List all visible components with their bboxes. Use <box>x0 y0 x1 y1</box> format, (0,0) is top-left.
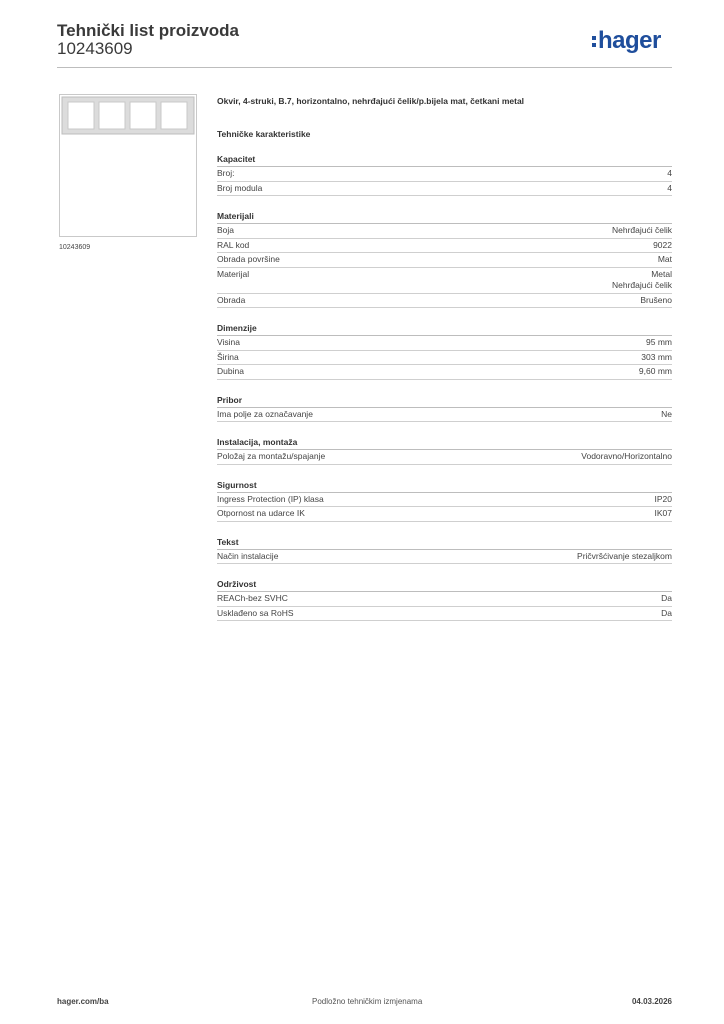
section-title: Dimenzije <box>217 322 672 336</box>
footer-website[interactable]: hager.com/ba <box>57 997 109 1006</box>
header-rule <box>57 67 672 68</box>
spec-row <box>217 607 672 622</box>
spec-row <box>217 224 672 239</box>
section-title: Tekst <box>217 536 672 550</box>
spec-sections <box>217 153 672 621</box>
spec-label: RAL kod <box>217 239 250 250</box>
section-spacer <box>217 522 672 532</box>
spec-label: Ima polje za označavanje <box>217 408 313 419</box>
spec-value: Nehrđajući čelik <box>612 225 672 235</box>
spec-row <box>217 268 672 294</box>
spec-row <box>217 507 672 522</box>
spec-section <box>217 394 672 423</box>
product-image-caption: 10243609 <box>59 244 91 251</box>
spec-label: Dubina <box>217 366 244 376</box>
spec-row <box>217 294 672 309</box>
spec-value: Brušeno <box>640 294 672 305</box>
product-description: Okvir, 4-struki, B.7, horizontalno, nehrđajući čelik/p.bijela mat, četkani metal <box>217 96 525 106</box>
section-spacer <box>217 465 672 475</box>
spec-row <box>217 253 672 268</box>
section-title: Instalacija, montaža <box>217 436 672 450</box>
spec-value: 4 <box>667 182 672 193</box>
logo-text: hager <box>598 27 661 54</box>
spec-row <box>217 450 672 465</box>
spec-label: Materijal <box>217 268 250 279</box>
header-product-code: 10243609 <box>57 39 133 58</box>
spec-value: IP20 <box>654 493 672 504</box>
frame-4-gang-image <box>60 95 196 236</box>
spec-row <box>217 182 672 197</box>
spec-row <box>217 550 672 565</box>
spec-row <box>217 365 672 380</box>
section-title: Materijali <box>217 210 672 224</box>
spec-label: Broj modula <box>217 182 263 193</box>
spec-section <box>217 479 672 522</box>
spec-label: Broj: <box>217 168 235 178</box>
footer-date: 04.03.2026 <box>631 997 672 1006</box>
header-title: Tehnički list proizvoda <box>57 21 239 40</box>
section-spacer <box>217 196 672 206</box>
spec-row <box>217 239 672 254</box>
spec-row <box>217 167 672 182</box>
spec-label: Obrada površine <box>217 254 280 264</box>
section-spacer <box>217 380 672 390</box>
section-title: Pribor <box>217 394 672 408</box>
spec-label: Položaj za montažu/spajanje <box>217 451 326 461</box>
spec-label: Ingress Protection (IP) klasa <box>217 493 324 504</box>
spec-label: Obrada <box>217 294 246 305</box>
spec-section <box>217 436 672 465</box>
spec-value: Da <box>661 593 672 603</box>
spec-section <box>217 153 672 196</box>
spec-value: IK07 <box>654 508 672 518</box>
logo-dots-icon <box>592 36 596 47</box>
section-title: Kapacitet <box>217 153 672 167</box>
hager-logo <box>592 28 661 54</box>
section-spacer <box>217 564 672 574</box>
spec-value: Metal Nehrđajući čelik <box>612 268 672 290</box>
section-title: Održivost <box>217 578 672 592</box>
section-spacer <box>217 308 672 318</box>
spec-value: Da <box>661 607 672 618</box>
spec-value: 303 mm <box>641 351 672 362</box>
spec-section <box>217 578 672 621</box>
spec-value: 9022 <box>653 239 672 250</box>
spec-row <box>217 493 672 508</box>
footer-note: Podložno tehničkim izmjenama <box>312 997 423 1006</box>
spec-label: REACh-bez SVHC <box>217 593 288 603</box>
spec-section <box>217 536 672 565</box>
product-image <box>59 94 197 237</box>
spec-value: 9,60 mm <box>638 366 672 376</box>
spec-label: Način instalacije <box>217 550 279 561</box>
tech-heading: Tehničke karakteristike <box>217 129 311 139</box>
spec-row <box>217 592 672 607</box>
spec-value: Ne <box>661 408 672 419</box>
spec-label: Širina <box>217 351 239 362</box>
spec-main <box>217 95 672 621</box>
spec-row <box>217 336 672 351</box>
spec-value: Mat <box>657 254 672 264</box>
section-spacer <box>217 422 672 432</box>
spec-row <box>217 351 672 366</box>
spec-label: Visina <box>217 337 240 347</box>
section-title: Sigurnost <box>217 479 672 493</box>
spec-value: 95 mm <box>646 337 672 347</box>
spec-label: Usklađeno sa RoHS <box>217 607 294 618</box>
spec-value: Pričvršćivanje stezaljkom <box>577 550 672 561</box>
spec-label: Boja <box>217 225 235 235</box>
spec-section <box>217 210 672 308</box>
spec-value: 4 <box>667 168 672 178</box>
spec-value: Vodoravno/Horizontalno <box>581 451 672 461</box>
spec-row <box>217 408 672 423</box>
spec-section <box>217 322 672 380</box>
spec-label: Otpornost na udarce IK <box>217 508 305 518</box>
